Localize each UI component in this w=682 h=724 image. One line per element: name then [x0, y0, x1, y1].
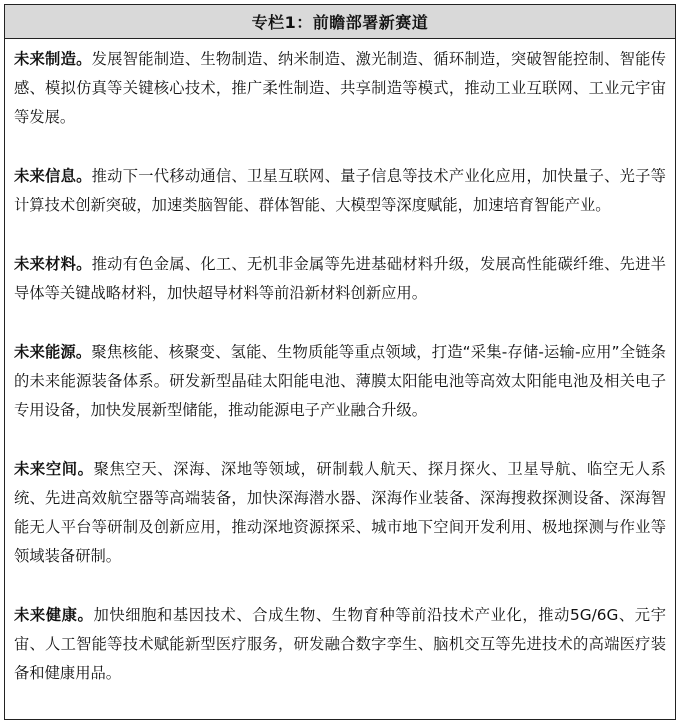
section-text: 发展智能制造、生物制造、纳米制造、激光制造、循环制造，突破智能控制、智能传感、模拟仿真等关键核心技术，推广柔性制造、共享制造等模式，推动工业互联网、工业元宇宙等发展。 [14, 50, 666, 126]
section-future-health [14, 601, 666, 688]
section-title: 未来空间。 [14, 460, 94, 478]
section-future-space [14, 455, 666, 571]
section-title: 未来能源。 [14, 343, 92, 361]
section-text: 聚焦核能、核聚变、氢能、生物质能等重点领域，打造“采集-存储-运输-应用”全链条的未来能源装备体系。研发新型晶硅太阳能电池、薄膜太阳能电池等高效太阳能电池及相关电子专用设备，加快发展新型储能，推动能源电子产业融合升级。 [14, 343, 666, 419]
box-title: 专栏1：前瞻部署新赛道 [5, 5, 675, 39]
section-text: 加快细胞和基因技术、合成生物、生物育种等前沿技术产业化，推动5G/6G、元宇宙、人工智能等技术赋能新型医疗服务，研发融合数字孪生、脑机交互等先进技术的高端医疗装备和健康用品。 [14, 606, 666, 682]
section-title: 未来制造。 [14, 50, 92, 68]
section-future-materials [14, 250, 666, 308]
box-body [5, 39, 675, 688]
section-future-manufacturing [14, 45, 666, 132]
section-text: 推动下一代移动通信、卫星互联网、量子信息等技术产业化应用，加快量子、光子等计算技术创新突破，加速类脑智能、群体智能、大模型等深度赋能，加速培育智能产业。 [14, 167, 666, 214]
section-text: 聚焦空天、深海、深地等领域，研制载人航天、探月探火、卫星导航、临空无人系统、先进高效航空器等高端装备，加快深海潜水器、深海作业装备、深海搜救探测设备、深海智能无人平台等研制及创新应用，推动深地资源探采、城市地下空间开发利用、极地探测与作业等领域装备研制。 [14, 460, 666, 565]
sidebar-box [4, 4, 676, 720]
section-title: 未来健康。 [14, 606, 94, 624]
section-title: 未来材料。 [14, 255, 92, 273]
section-future-energy [14, 338, 666, 425]
section-text: 推动有色金属、化工、无机非金属等先进基础材料升级，发展高性能碳纤维、先进半导体等关键战略材料，加快超导材料等前沿新材料创新应用。 [14, 255, 666, 302]
section-title: 未来信息。 [14, 167, 92, 185]
section-future-information [14, 162, 666, 220]
